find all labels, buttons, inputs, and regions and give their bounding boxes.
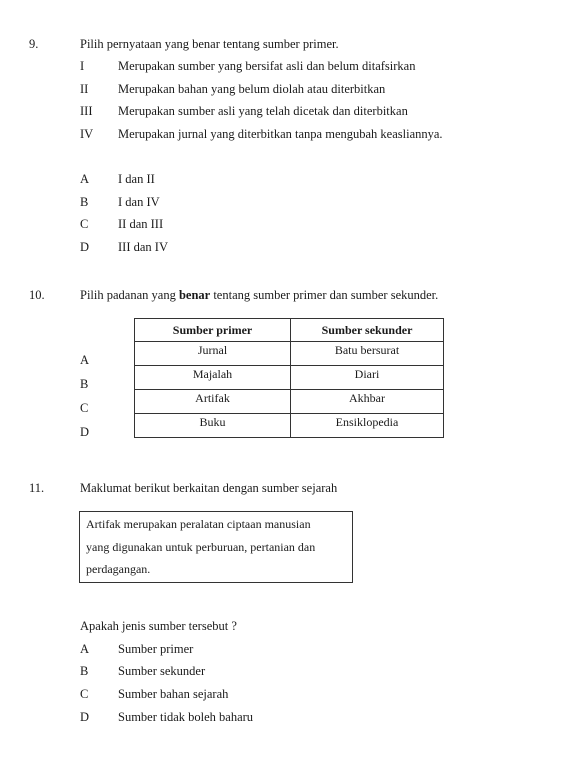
table-cell-sekunder: Batu bersurat	[291, 342, 444, 366]
q11-option-letter: B	[80, 664, 89, 678]
q9-statement-roman: I	[80, 59, 85, 73]
q11-option-letter: A	[80, 642, 90, 656]
table-header-row	[135, 319, 444, 342]
q11-question: Maklumat berikut berkaitan dengan sumber sejarah	[80, 481, 338, 495]
q9-statement-roman: III	[80, 104, 93, 118]
q10-option-letter: B	[80, 377, 89, 391]
q9-option-text: III dan IV	[118, 240, 168, 254]
q10-question-after: tentang sumber primer dan sumber sekunder.	[210, 288, 439, 302]
q11-source-box	[79, 511, 353, 583]
table-cell-primer: Buku	[135, 414, 291, 438]
table-cell-sekunder: Ensiklopedia	[291, 414, 444, 438]
q9-statement-text: Merupakan bahan yang belum diolah atau diterbitkan	[118, 82, 386, 96]
table-header-cell: Sumber sekunder	[291, 319, 444, 342]
q11-option-letter: C	[80, 687, 89, 701]
q11-option-text: Sumber primer	[118, 642, 194, 656]
table-header-cell: Sumber primer	[135, 319, 291, 342]
q9-question: Pilih pernyataan yang benar tentang sumber primer.	[80, 37, 339, 51]
q9-number: 9.	[29, 37, 39, 51]
q11-option-letter: D	[80, 710, 90, 724]
q9-option-letter: B	[80, 195, 89, 209]
q11-number: 11.	[29, 481, 45, 495]
table-row	[135, 414, 444, 438]
q11-option-text: Sumber bahan sejarah	[118, 687, 229, 701]
table-cell-primer: Majalah	[135, 366, 291, 390]
q9-option-text: I dan IV	[118, 195, 160, 209]
q11-option-text: Sumber sekunder	[118, 664, 206, 678]
q11-prompt: Apakah jenis sumber tersebut ?	[80, 619, 237, 633]
source-box-line: Artifak merupakan peralatan ciptaan manusian	[86, 517, 311, 531]
q10-question	[80, 289, 438, 302]
q9-option-letter: D	[80, 240, 90, 254]
q10-option-letter: C	[80, 401, 89, 415]
q10-pairing-table	[134, 318, 444, 438]
source-box-line: perdagangan.	[86, 562, 151, 576]
q9-option-text: I dan II	[118, 172, 155, 186]
table-row	[135, 366, 444, 390]
table-cell-sekunder: Diari	[291, 366, 444, 390]
q9-statement-roman: II	[80, 82, 89, 96]
q9-option-letter: C	[80, 217, 89, 231]
q10-question-emphasis: benar	[178, 288, 211, 302]
q10-question-before: Pilih padanan yang	[80, 288, 179, 302]
q10-option-letter: A	[80, 353, 90, 367]
q9-statement-text: Merupakan sumber asli yang telah dicetak dan diterbitkan	[118, 104, 408, 118]
table-cell-primer: Jurnal	[135, 342, 291, 366]
q10-number: 10.	[29, 288, 45, 302]
source-box-line: yang digunakan untuk perburuan, pertanian dan	[86, 540, 316, 554]
q9-statement-text: Merupakan sumber yang bersifat asli dan belum ditafsirkan	[118, 59, 416, 73]
table-cell-sekunder: Akhbar	[291, 390, 444, 414]
q9-statement-roman: IV	[80, 127, 94, 141]
table-row	[135, 342, 444, 366]
q9-option-text: II dan III	[118, 217, 164, 231]
table-row	[135, 390, 444, 414]
q9-statement-text: Merupakan jurnal yang diterbitkan tanpa mengubah keasliannya.	[118, 127, 443, 141]
q11-option-text: Sumber tidak boleh baharu	[118, 710, 254, 724]
table-cell-primer: Artifak	[135, 390, 291, 414]
q9-option-letter: A	[80, 172, 90, 186]
q10-option-letter: D	[80, 425, 90, 439]
